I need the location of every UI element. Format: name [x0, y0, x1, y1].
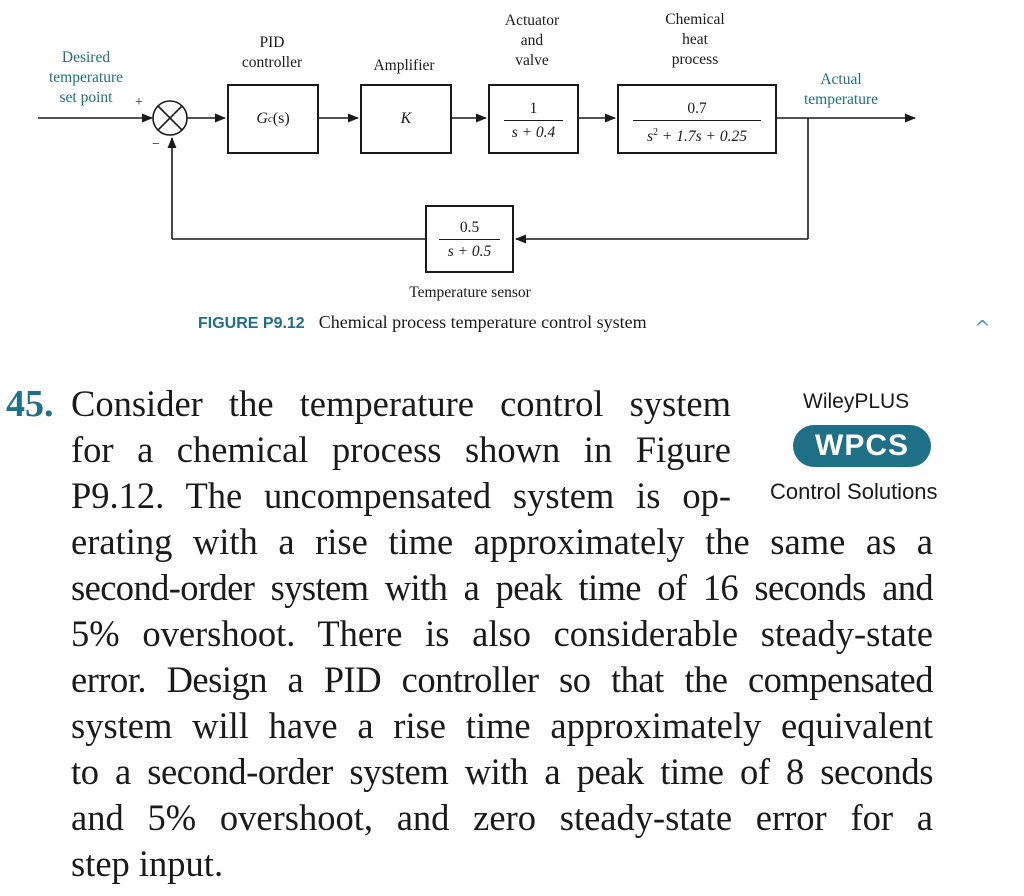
problem-line-9: to a second-order system with a peak time of 8 seconds — [71, 751, 933, 792]
actuator-block — [488, 84, 579, 154]
figure-number: FIGURE P9.12 — [198, 315, 305, 332]
controller-transfer-function: G c (s) — [256, 110, 290, 127]
problem-line-10: and 5% overshoot, and zero steady-state error for a — [71, 797, 933, 838]
process-block — [617, 84, 777, 154]
sensor-numerator: 0.5 — [459, 219, 480, 236]
minus-sign: − — [152, 137, 160, 152]
problem-line-7: error. Design a PID controller so that the compensated — [71, 659, 933, 700]
problem-line-11: step input. — [71, 843, 224, 884]
amplifier-gain: K — [400, 110, 412, 127]
problem-line-8: system will have a rise time approximately equivalent — [71, 705, 933, 746]
desired-setpoint-label: Desired temperature set point — [48, 49, 123, 106]
controller-block — [227, 84, 319, 154]
temperature-sensor-label: Temperature sensor — [409, 284, 531, 301]
chevron-up-icon[interactable]: ^ — [974, 316, 991, 340]
problem-line-1: Consider the temperature control system — [71, 383, 731, 424]
wileyplus-label: WileyPLUS — [803, 390, 910, 413]
process-denominator: $s^2 + 1.7s + 0.25$ — [647, 127, 747, 146]
chemical-process-label: Chemical heat process — [665, 11, 725, 68]
actual-temperature-label: Actual temperature — [803, 71, 878, 108]
actuator-valve-label: Actuator and valve — [504, 12, 560, 69]
sensor-denominator: s + 0.5 — [447, 243, 492, 260]
problem-line-2: for a chemical process shown in Figure — [71, 429, 731, 470]
figure-caption-text: Chemical process temperature control system — [318, 312, 647, 332]
problem-line-5: second-order system with a peak time of 16 seconds and — [71, 567, 933, 608]
process-numerator: 0.7 — [687, 100, 707, 117]
actuator-numerator: 1 — [529, 100, 538, 117]
amplifier-block — [360, 84, 452, 154]
wpcs-pill[interactable]: WPCS — [793, 425, 931, 467]
problem-number: 45. — [6, 383, 54, 425]
plus-sign: + — [135, 95, 143, 110]
problem-line-4: erating with a rise time approximately the same as a — [71, 521, 933, 562]
sensor-block — [425, 205, 514, 273]
control-solutions-label: Control Solutions — [770, 479, 938, 504]
problem-line-3: P9.12. The uncompensated system is op- — [71, 475, 731, 516]
pid-controller-label: PID controller — [241, 34, 303, 71]
problem-line-6: 5% overshoot. There is also considerable steady-state — [71, 613, 933, 654]
actuator-denominator: s + 0.4 — [511, 124, 556, 141]
amplifier-label: Amplifier — [373, 57, 435, 74]
figure-caption — [198, 312, 647, 333]
